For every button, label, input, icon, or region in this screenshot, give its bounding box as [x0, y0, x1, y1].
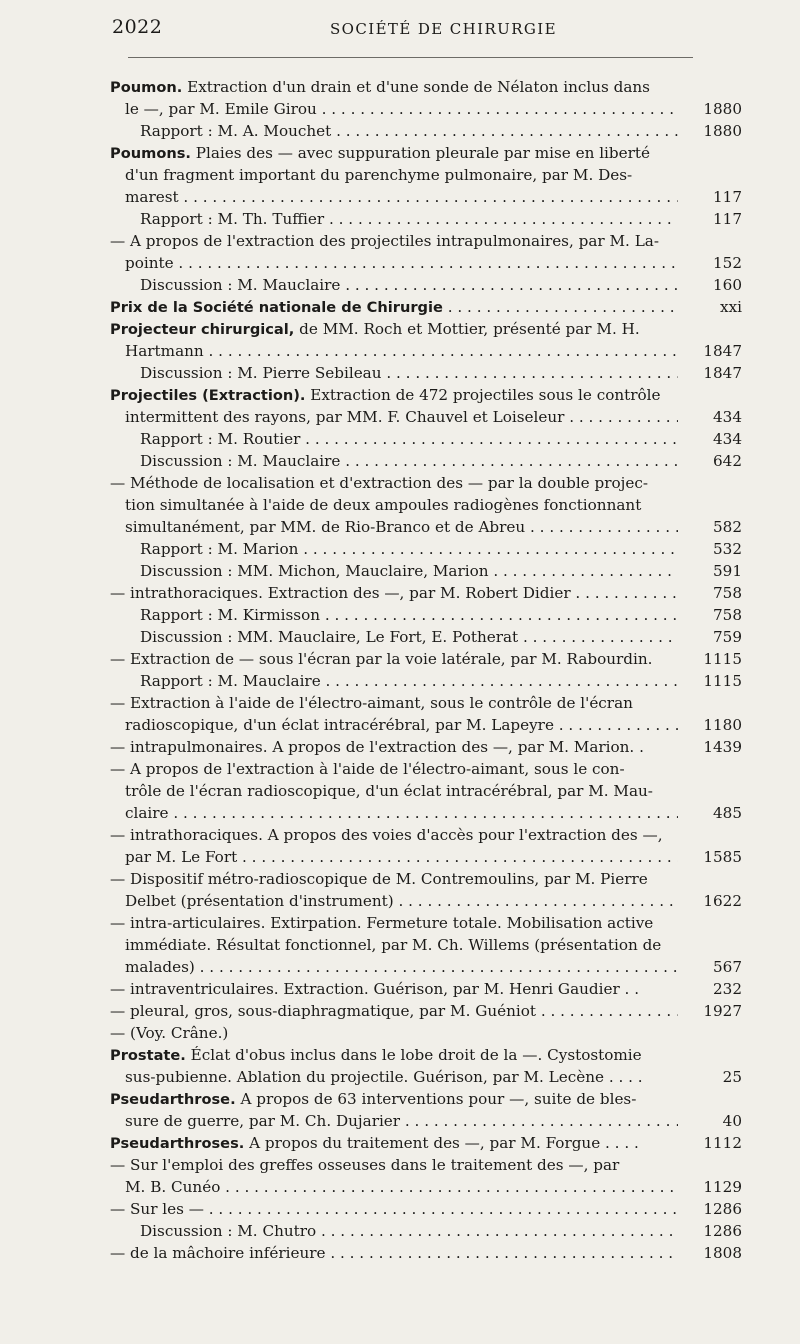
entry-heading: Pseudarthrose. — [110, 1091, 236, 1108]
index-line — [110, 824, 742, 846]
entry-text — [125, 98, 678, 120]
entry-text — [125, 164, 632, 186]
page-number: 2022 — [112, 16, 163, 38]
index-line — [110, 230, 742, 252]
entry-text — [110, 142, 650, 165]
index-line — [110, 912, 742, 934]
entry-description: Rapport : M. Kirmisson — [140, 606, 321, 624]
entry-description: — Extraction de — sous l'écran par la voie latérale, par M. Rabourdin. — [110, 650, 653, 668]
entry-text — [110, 978, 639, 1000]
entry-text — [125, 252, 678, 274]
entry-text — [110, 1132, 639, 1155]
index-line — [110, 758, 742, 780]
entry-heading: Projectiles (Extraction). — [110, 387, 306, 404]
index-line — [110, 164, 742, 186]
entry-text — [110, 1000, 678, 1022]
entry-text — [140, 604, 678, 626]
index-line — [110, 1198, 742, 1220]
entry-text — [125, 714, 678, 736]
entry-description: trôle de l'écran radioscopique, d'un éclat intracérébral, par M. Mau- — [125, 782, 653, 800]
entry-description: radioscopique, d'un éclat intracérébral, par M. Lapeyre — [125, 716, 554, 734]
index-line — [110, 956, 742, 978]
entry-text — [110, 296, 678, 319]
entry-text — [110, 868, 648, 890]
page-reference: 1439 — [703, 738, 742, 756]
index-line — [110, 120, 742, 142]
index-line — [110, 1132, 742, 1154]
entry-text — [110, 1198, 678, 1220]
entry-text — [125, 186, 678, 208]
entry-description: A propos de 63 interventions pour —, suite de bles- — [235, 1090, 637, 1108]
entry-text — [110, 692, 633, 714]
entry-heading: Pseudarthroses. — [110, 1135, 245, 1152]
index-line — [110, 362, 742, 384]
entry-heading: Poumons. — [110, 145, 191, 162]
entry-description: — intrathoraciques. Extraction des —, par M. Robert Didier — [110, 584, 571, 602]
entry-heading: Projecteur chirurgical, — [110, 321, 295, 338]
entry-text — [110, 912, 653, 934]
index-line — [110, 406, 742, 428]
entry-description: Discussion : M. Mauclaire — [140, 276, 341, 294]
index-line — [110, 516, 742, 538]
entry-text — [110, 318, 640, 341]
entry-description: Rapport : M. Marion — [140, 540, 299, 558]
entry-text — [140, 120, 678, 142]
index-line — [110, 1154, 742, 1176]
page-reference: 1585 — [703, 848, 742, 866]
page-reference: 582 — [713, 518, 742, 536]
entry-text — [125, 1110, 678, 1132]
page-reference: 1622 — [703, 892, 742, 910]
index-line — [110, 670, 742, 692]
entry-text — [140, 626, 678, 648]
index-line — [110, 384, 742, 406]
entry-description: Extraction de 472 projectiles sous le contrôle — [305, 386, 661, 404]
page-reference: 1927 — [703, 1002, 742, 1020]
page-reference: 759 — [713, 628, 742, 646]
page-reference: 1129 — [703, 1178, 742, 1196]
index-entries — [110, 76, 742, 1264]
entry-description: — Dispositif métro-radioscopique de M. Contremoulins, par M. Pierre — [110, 870, 648, 888]
index-line — [110, 252, 742, 274]
index-line — [110, 450, 742, 472]
index-line — [110, 626, 742, 648]
entry-description: — Extraction à l'aide de l'électro-aimant, sous le contrôle de l'écran — [110, 694, 633, 712]
page-reference: 532 — [713, 540, 742, 558]
entry-description: Rapport : M. Mauclaire — [140, 672, 321, 690]
entry-description: — de la mâchoire inférieure — [110, 1244, 326, 1262]
entry-text — [125, 1176, 678, 1198]
entry-description: Hartmann — [125, 342, 204, 360]
entry-text — [140, 274, 678, 296]
entry-description: le —, par M. Emile Girou — [125, 100, 317, 118]
page-reference: 1808 — [703, 1244, 742, 1262]
entry-text — [140, 538, 678, 560]
page-reference: 40 — [722, 1112, 742, 1130]
index-line — [110, 318, 742, 340]
entry-description: Rapport : M. Routier — [140, 430, 301, 448]
entry-heading: Prix de la Société nationale de Chirurgie — [110, 299, 443, 316]
entry-description: Extraction d'un drain et d'une sonde de Nélaton inclus dans — [182, 78, 650, 96]
entry-description: Rapport : M. Th. Tuffier — [140, 210, 325, 228]
entry-description: — Sur les — — [110, 1200, 204, 1218]
entry-description: de MM. Roch et Mottier, présenté par M. H. — [294, 320, 640, 338]
index-line — [110, 978, 742, 1000]
index-line — [110, 1176, 742, 1198]
page-reference: xxi — [720, 298, 742, 316]
index-line — [110, 714, 742, 736]
index-line — [110, 340, 742, 362]
page-reference: 591 — [713, 562, 742, 580]
entry-description: — intra-articulaires. Extirpation. Fermeture totale. Mobilisation active — [110, 914, 654, 932]
page-reference: 434 — [713, 430, 742, 448]
page-reference: 117 — [713, 188, 742, 206]
entry-text — [110, 1088, 636, 1111]
entry-description: Discussion : M. Mauclaire — [140, 452, 341, 470]
entry-text — [125, 494, 641, 516]
index-line — [110, 780, 742, 802]
entry-description: A propos du traitement des —, par M. Forgue . . . . — [244, 1134, 639, 1152]
entry-text — [125, 516, 678, 538]
entry-description: d'un fragment important du parenchyme pulmonaire, par M. Des- — [125, 166, 633, 184]
entry-text — [110, 758, 625, 780]
entry-text — [125, 780, 653, 802]
index-line — [110, 1044, 742, 1066]
page-reference: 232 — [713, 980, 742, 998]
entry-description: intermittent des rayons, par MM. F. Chauvel et Loiseleur — [125, 408, 565, 426]
page-reference: 1115 — [703, 672, 742, 690]
page-reference: 1286 — [703, 1222, 742, 1240]
entry-description: Discussion : M. Pierre Sebileau — [140, 364, 382, 382]
page-reference: 25 — [722, 1068, 742, 1086]
entry-text — [140, 1220, 678, 1242]
entry-text — [140, 428, 678, 450]
entry-description: claire — [125, 804, 169, 822]
entry-text — [125, 890, 678, 912]
entry-description: — Sur l'emploi des greffes osseuses dans le traitement des —, par — [110, 1156, 620, 1174]
entry-text — [110, 472, 648, 494]
entry-text — [125, 340, 678, 362]
entry-text — [110, 1154, 619, 1176]
entry-description: Discussion : M. Chutro — [140, 1222, 317, 1240]
index-line — [110, 472, 742, 494]
running-title: SOCIÉTÉ DE CHIRURGIE — [330, 20, 557, 38]
index-line — [110, 494, 742, 516]
entry-text — [140, 560, 678, 582]
entry-description: Delbet (présentation d'instrument) — [125, 892, 394, 910]
entry-text — [110, 1022, 228, 1044]
entry-description: Discussion : MM. Michon, Mauclaire, Marion — [140, 562, 489, 580]
entry-text — [110, 76, 650, 99]
entry-text — [125, 406, 678, 428]
entry-text — [125, 846, 678, 868]
page-reference: 642 — [713, 452, 742, 470]
entry-description: Rapport : M. A. Mouchet — [140, 122, 332, 140]
entry-text — [110, 736, 644, 758]
header-rule — [128, 57, 693, 58]
entry-text — [125, 934, 661, 956]
page-reference: 1847 — [703, 364, 742, 382]
index-line — [110, 648, 742, 670]
index-line — [110, 274, 742, 296]
index-line — [110, 1022, 742, 1044]
index-line — [110, 186, 742, 208]
entry-description: — intraventriculaires. Extraction. Guérison, par M. Henri Gaudier . . — [110, 980, 640, 998]
entry-description: — intrapulmonaires. A propos de l'extraction des —, par M. Marion. . — [110, 738, 644, 756]
entry-heading: Poumon. — [110, 79, 183, 96]
entry-description: par M. Le Fort — [125, 848, 238, 866]
entry-text — [140, 450, 678, 472]
entry-description: M. B. Cunéo — [125, 1178, 221, 1196]
entry-description: — A propos de l'extraction des projectiles intrapulmonaires, par M. La- — [110, 232, 659, 250]
entry-description: sus-pubienne. Ablation du projectile. Guérison, par M. Lecène . . . . — [125, 1068, 643, 1086]
index-line — [110, 934, 742, 956]
page-reference: 758 — [713, 606, 742, 624]
index-line — [110, 560, 742, 582]
entry-description: tion simultanée à l'aide de deux ampoules radiogènes fonctionnant — [125, 496, 642, 514]
page-reference: 1115 — [703, 650, 742, 668]
entry-description: — Méthode de localisation et d'extraction des — par la double projec- — [110, 474, 648, 492]
index-line — [110, 1066, 742, 1088]
page-reference: 117 — [713, 210, 742, 228]
entry-text — [140, 670, 678, 692]
entry-text — [110, 1242, 678, 1264]
entry-text — [110, 1044, 642, 1067]
entry-text — [140, 362, 678, 384]
page-header — [0, 14, 800, 44]
entry-heading: Prostate. — [110, 1047, 186, 1064]
entry-text — [110, 824, 663, 846]
entry-description: marest — [125, 188, 179, 206]
page-reference: 434 — [713, 408, 742, 426]
index-line — [110, 846, 742, 868]
entry-description: — (Voy. Crâne.) — [110, 1024, 229, 1042]
index-line — [110, 1220, 742, 1242]
index-line — [110, 1088, 742, 1110]
entry-description: — intrathoraciques. A propos des voies d'accès pour l'extraction des —, — [110, 826, 663, 844]
page-reference: 1880 — [703, 122, 742, 140]
index-line — [110, 142, 742, 164]
index-line — [110, 1242, 742, 1264]
entry-description: sure de guerre, par M. Ch. Dujarier — [125, 1112, 401, 1130]
index-line — [110, 604, 742, 626]
entry-text — [125, 1066, 643, 1088]
page-reference: 152 — [713, 254, 742, 272]
entry-text — [125, 956, 678, 978]
page-reference: 1180 — [703, 716, 742, 734]
entry-description: Éclat d'obus inclus dans le lobe droit de la —. Cystostomie — [185, 1046, 642, 1064]
entry-text — [125, 802, 678, 824]
page-reference: 758 — [713, 584, 742, 602]
page-reference: 1880 — [703, 100, 742, 118]
page-reference: 160 — [713, 276, 742, 294]
entry-text — [110, 582, 678, 604]
index-line — [110, 890, 742, 912]
entry-text — [140, 208, 678, 230]
index-line — [110, 802, 742, 824]
entry-description: — A propos de l'extraction à l'aide de l'électro-aimant, sous le con- — [110, 760, 625, 778]
page-reference: 1112 — [703, 1134, 742, 1152]
index-line — [110, 208, 742, 230]
page-reference: 485 — [713, 804, 742, 822]
entry-description: — pleural, gros, sous-diaphragmatique, par M. Guéniot — [110, 1002, 537, 1020]
entry-text — [110, 384, 660, 407]
index-line — [110, 98, 742, 120]
index-line — [110, 538, 742, 560]
index-line — [110, 868, 742, 890]
entry-description: simultanément, par MM. de Rio-Branco et de Abreu — [125, 518, 526, 536]
entry-text — [110, 648, 652, 670]
index-line — [110, 1110, 742, 1132]
entry-description: pointe — [125, 254, 174, 272]
entry-description: immédiate. Résultat fonctionnel, par M. Ch. Willems (présentation de — [125, 936, 662, 954]
index-line — [110, 1000, 742, 1022]
entry-description: Plaies des — avec suppuration pleurale par mise en liberté — [190, 144, 650, 162]
index-line — [110, 582, 742, 604]
entry-description: malades) — [125, 958, 195, 976]
entry-description: Discussion : MM. Mauclaire, Le Fort, E. Potherat — [140, 628, 519, 646]
entry-text — [110, 230, 659, 252]
page-reference: 1286 — [703, 1200, 742, 1218]
index-line — [110, 296, 742, 318]
index-line — [110, 692, 742, 714]
index-line — [110, 428, 742, 450]
page-reference: 1847 — [703, 342, 742, 360]
index-line — [110, 736, 742, 758]
index-line — [110, 76, 742, 98]
page-reference: 567 — [713, 958, 742, 976]
